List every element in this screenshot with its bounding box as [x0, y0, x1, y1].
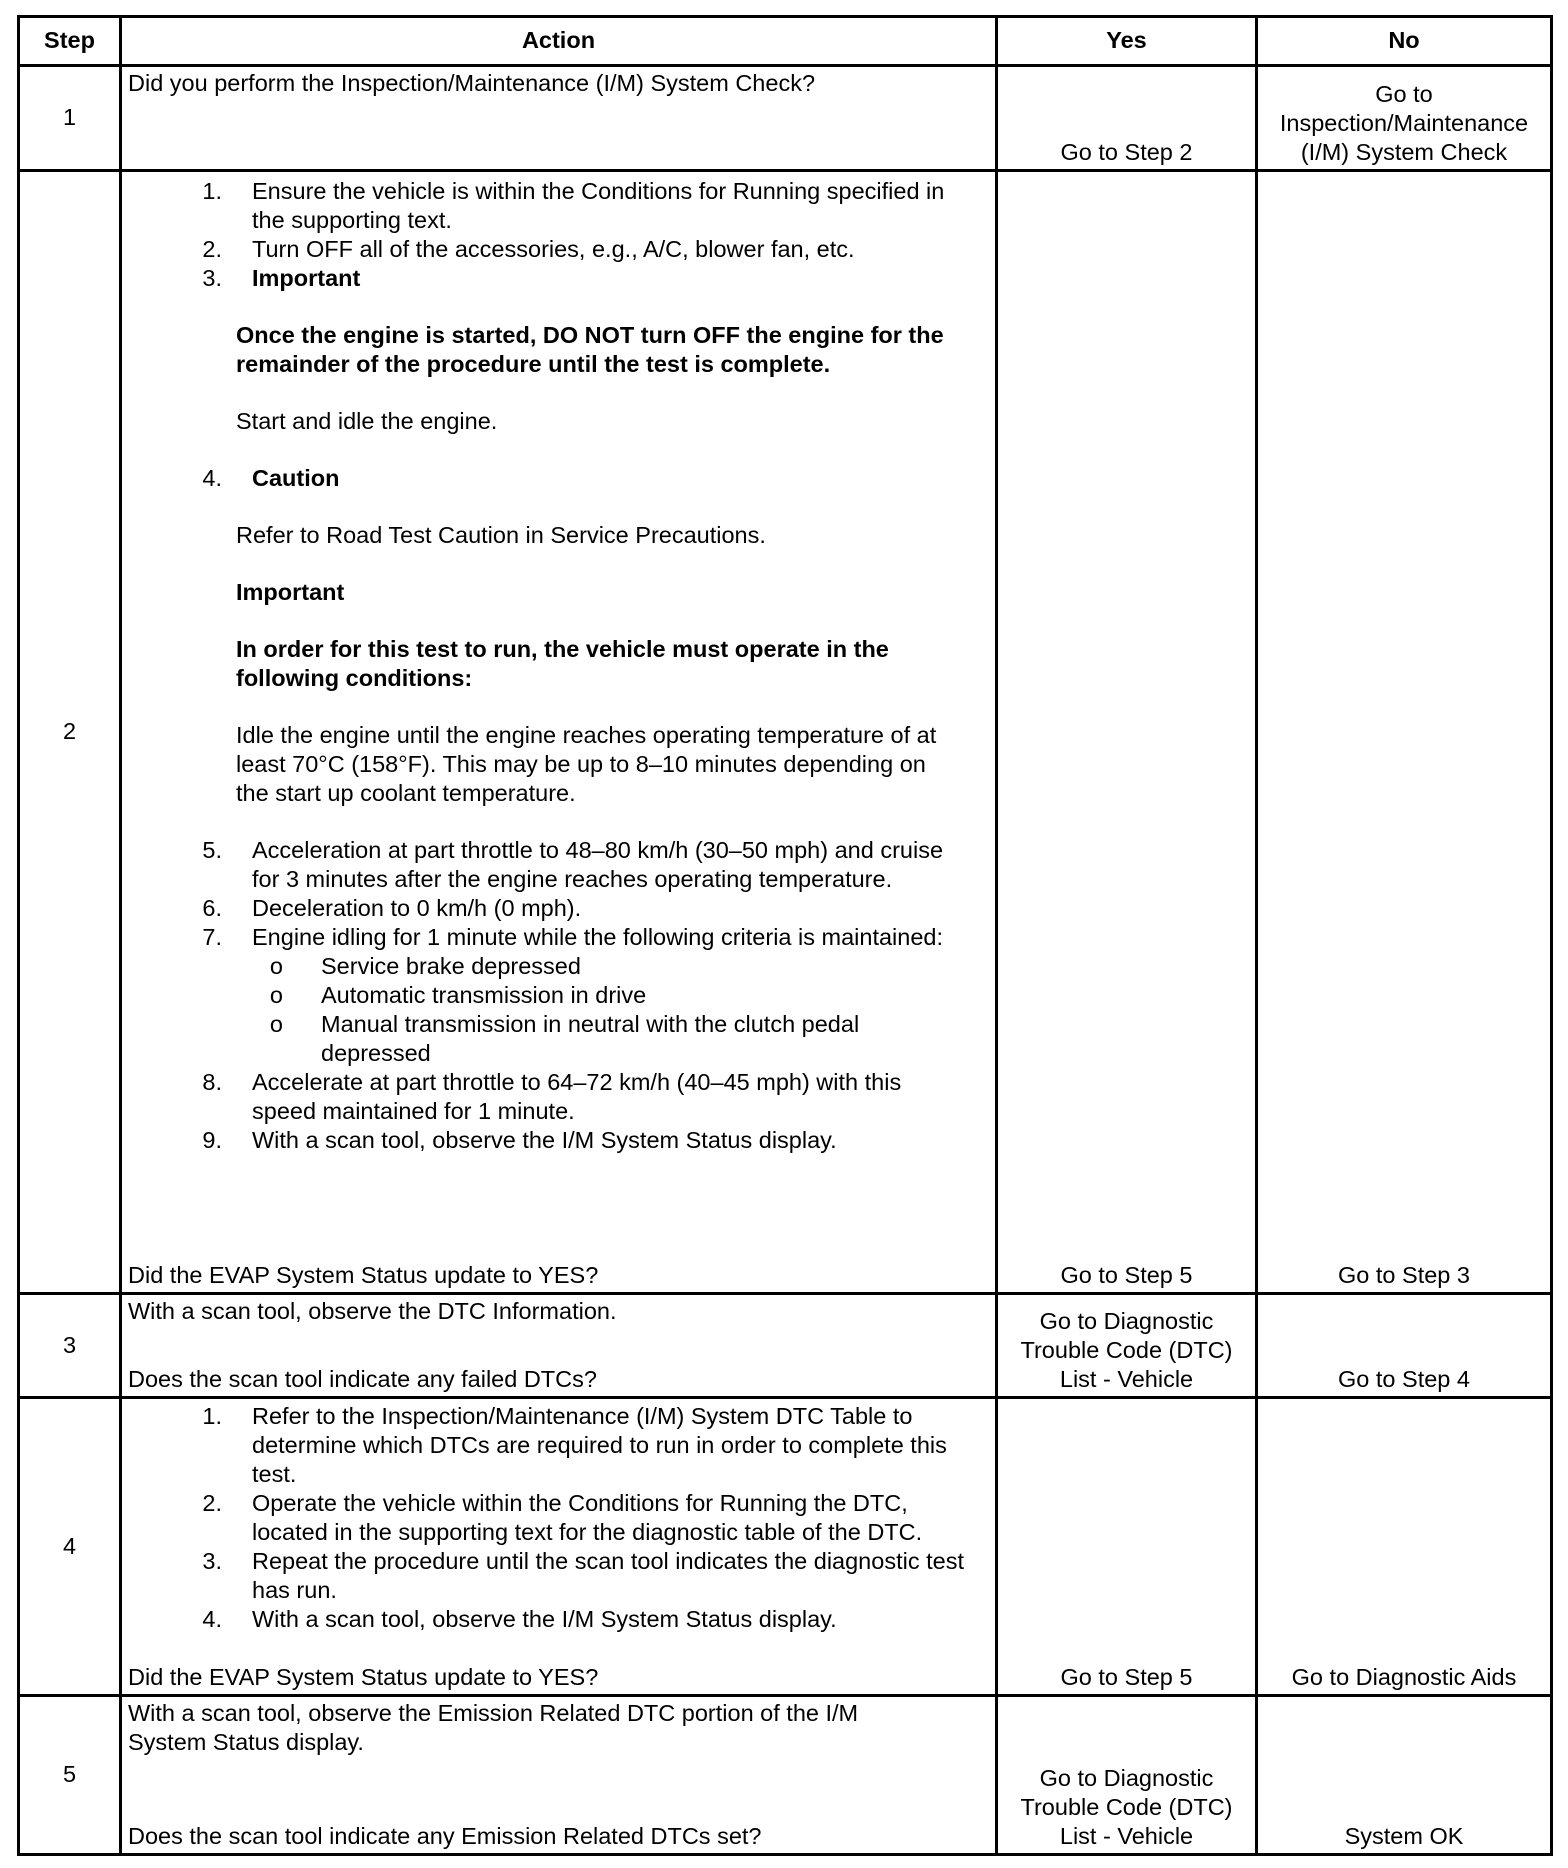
question-text: Did the EVAP System Status update to YES?	[128, 1261, 599, 1288]
instruction-text: With a scan tool, observe the Emission Related DTC portion of the I/M	[128, 1699, 859, 1726]
step-number: 1	[19, 65, 121, 170]
list-item: 4. Caution	[128, 464, 989, 493]
question-text: Does the scan tool indicate any Emission Related DTCs set?	[128, 1823, 762, 1849]
header-step: Step	[19, 17, 121, 66]
list-item: 3. Important	[128, 264, 989, 293]
warning-text: remainder of the procedure until the test is complete.	[236, 350, 831, 377]
header-no: No	[1257, 17, 1552, 66]
no-result-line: (I/M) System Check	[1300, 138, 1508, 165]
list-item: 8. Accelerate at part throttle to 64–72 km/h (40–45 mph) with this speed maintained for 1 minute.	[202, 1068, 902, 1124]
yes-result-line: Go to Diagnostic	[1039, 1765, 1214, 1791]
list-item: 2. Turn OFF all of the accessories, e.g., A/C, blower fan, etc.	[202, 235, 855, 262]
bullet-item: o Manual transmission in neutral with the clutch pedal depressed	[269, 1010, 860, 1066]
yes-cell	[997, 170, 1257, 1293]
instruction-text: System Status display.	[128, 1728, 364, 1755]
question-text: Did the EVAP System Status update to YES?	[128, 1663, 599, 1690]
instruction-text: the start up coolant temperature.	[236, 779, 576, 806]
no-result: Go to Diagnostic Aids	[1291, 1663, 1517, 1690]
yes-cell	[997, 1695, 1257, 1854]
no-cell	[1257, 170, 1552, 1293]
no-result: System OK	[1344, 1823, 1464, 1849]
no-result: Go to Step 3	[1338, 1261, 1470, 1288]
list-item: 9. With a scan tool, observe the I/M System Status display.	[202, 1126, 837, 1153]
step-number: 4	[19, 1398, 121, 1695]
diagnostic-table	[17, 15, 1553, 1856]
header-yes: Yes	[997, 17, 1257, 66]
yes-result: Go to Step 2	[1060, 138, 1193, 165]
no-result-line: Go to	[1375, 80, 1433, 107]
header-action: Action	[121, 17, 997, 66]
warning-text: Once the engine is started, DO NOT turn OFF the engine for the	[236, 321, 944, 348]
list-item: 5. Acceleration at part throttle to 48–80 km/h (30–50 mph) and cruise for 3 minutes after the engine reaches operating temperature.	[202, 836, 944, 892]
action-cell	[121, 65, 997, 170]
list-item: 2. Operate the vehicle within the Conditions for Running the DTC, located in the supporting text for the diagnostic table of the DTC.	[202, 1490, 923, 1546]
important-label: Important	[252, 264, 361, 291]
table-row-step-2	[19, 170, 1552, 1293]
action-cell	[121, 1293, 997, 1398]
no-cell	[1257, 65, 1552, 170]
list-item: 6. Deceleration to 0 km/h (0 mph).	[202, 894, 582, 921]
list-item: 1. Refer to the Inspection/Maintenance (I/M) System DTC Table to determine which DTCs are required to run in order to complete this test.	[202, 1403, 947, 1488]
yes-result-line: Trouble Code (DTC)	[1020, 1337, 1233, 1364]
table-row-step-5	[19, 1695, 1552, 1854]
step-number: 2	[19, 170, 121, 1293]
question-text: Did you perform the Inspection/Maintenance (I/M) System Check?	[128, 69, 816, 96]
table-row-step-3	[19, 1293, 1552, 1398]
instruction-text: With a scan tool, observe the DTC Information.	[128, 1297, 617, 1324]
no-cell	[1257, 1293, 1552, 1398]
instruction-text: Idle the engine until the engine reaches operating temperature of at	[236, 721, 937, 748]
table-row-step-4	[19, 1398, 1552, 1695]
yes-result-line: Go to Diagnostic	[1039, 1308, 1214, 1335]
step-number: 3	[19, 1293, 121, 1398]
instruction-text: least 70°C (158°F). This may be up to 8–10 minutes depending on	[236, 750, 926, 777]
bullet-item: o Service brake depressed	[269, 952, 581, 979]
action-cell	[121, 170, 997, 1293]
yes-result-line: Trouble Code (DTC)	[1020, 1794, 1233, 1820]
question-text: Does the scan tool indicate any failed DTCs?	[128, 1366, 597, 1393]
no-cell	[1257, 1398, 1552, 1695]
yes-cell	[997, 65, 1257, 170]
action-cell	[121, 1398, 997, 1695]
action-cell	[121, 1695, 997, 1854]
caution-label: Caution	[252, 464, 340, 491]
yes-result: Go to Step 5	[1060, 1663, 1193, 1690]
warning-text: In order for this test to run, the vehicle must operate in the	[236, 635, 889, 662]
step-number: 5	[19, 1695, 121, 1854]
list-item: 7. Engine idling for 1 minute while the following criteria is maintained:	[202, 923, 944, 950]
list-item: 4. With a scan tool, observe the I/M System Status display.	[202, 1606, 837, 1633]
no-cell	[1257, 1695, 1552, 1854]
yes-result: Go to Step 5	[1060, 1261, 1193, 1288]
list-item: 3. Repeat the procedure until the scan tool indicates the diagnostic test has run.	[202, 1548, 964, 1604]
list-item: 1. Ensure the vehicle is within the Conditions for Running specified in the supporting text.	[202, 177, 945, 233]
yes-result-line: List - Vehicle	[1059, 1823, 1194, 1849]
yes-result-line: List - Vehicle	[1059, 1366, 1194, 1393]
table-row-step-1	[19, 65, 1552, 170]
caution-text: Refer to Road Test Caution in Service Precautions.	[236, 521, 766, 548]
warning-text: following conditions:	[236, 664, 473, 691]
yes-cell	[997, 1293, 1257, 1398]
no-result-line: Inspection/Maintenance	[1279, 109, 1529, 136]
bullet-item: o Automatic transmission in drive	[269, 981, 647, 1008]
header-row	[19, 17, 1552, 66]
instruction-text: Start and idle the engine.	[236, 407, 498, 434]
no-result: Go to Step 4	[1338, 1366, 1470, 1393]
important-label: Important	[236, 578, 345, 605]
yes-cell	[997, 1398, 1257, 1695]
